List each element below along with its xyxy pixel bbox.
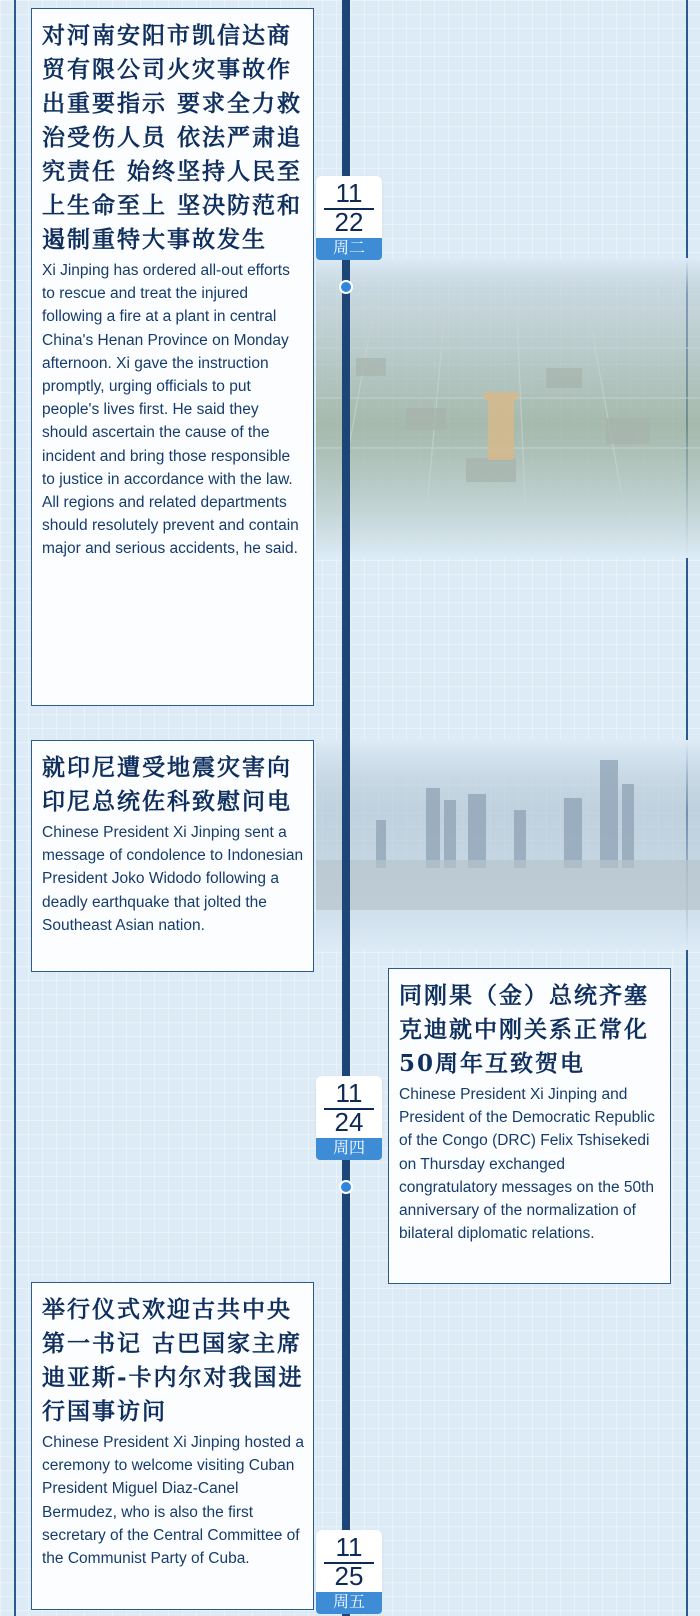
event-body: Chinese President Xi Jinping hosted a ceremony to welcome visiting Cuban President Miguel Diaz-Canel Bermudez, who is also the first secretary of the Central Committee of the Communist Party of Cuba. — [42, 1434, 304, 1568]
event-card — [31, 1282, 314, 1610]
date-day: 22 — [334, 207, 364, 237]
date-badge — [316, 1530, 382, 1614]
date-day: 25 — [334, 1561, 364, 1591]
event-title: 举行仪式欢迎古共中央第一书记 古巴国家主席迪亚斯-卡内尔对我国进行国事访问 — [42, 1296, 304, 1425]
event-title: 对河南安阳市凯信达商贸有限公司火灾事故作出重要指示 要求全力救治受伤人员 依法严肃追究责任 始终坚持人民至上生命至上 坚决防范和遏制重特大事故发生 — [42, 22, 303, 253]
city-aerial-image — [316, 258, 700, 558]
date-month: 11 — [335, 1532, 363, 1562]
date-month: 11 — [335, 1078, 363, 1108]
timeline-dot — [339, 1180, 353, 1194]
date-day: 24 — [334, 1107, 364, 1137]
event-title: 就印尼遭受地震灾害向印尼总统佐科致慰问电 — [42, 754, 292, 815]
date-badge — [316, 176, 382, 260]
date-badge — [316, 1076, 382, 1160]
date-weekday: 周二 — [316, 238, 382, 260]
timeline-dot — [339, 280, 353, 294]
left-frame-line — [14, 0, 16, 1616]
date-weekday: 周四 — [316, 1138, 382, 1160]
event-body: Chinese President Xi Jinping and President of the Democratic Republic of the Congo (DRC) Felix Tshisekedi on Thursday exchanged congratulatory messages on the 50th anniversary of the normalization of bilateral diplomatic relations. — [399, 1086, 655, 1243]
event-body: Xi Jinping has ordered all-out efforts to rescue and treat the injured following a fire at a plant in central China's Henan Province on Monday afternoon. Xi gave the instruction promptly, urging officials to put people's lives first. He said they should ascertain the cause of the incident and bring those responsible to justice in accordance with the law. All regions and related departments should resolutely prevent and contain major and serious accidents, he said. — [42, 262, 299, 558]
event-title: 同刚果（金）总统齐塞克迪就中刚关系正常化50周年互致贺电 — [399, 982, 649, 1077]
date-month: 11 — [335, 178, 363, 208]
event-body: Chinese President Xi Jinping sent a message of condolence to Indonesian President Joko Widodo following a deadly earthquake that jolted the Southeast Asian nation. — [42, 824, 304, 934]
city-skyline-image — [316, 740, 700, 950]
date-weekday: 周五 — [316, 1592, 382, 1614]
event-card — [31, 740, 314, 972]
event-card — [388, 968, 671, 1284]
event-card — [31, 8, 314, 706]
